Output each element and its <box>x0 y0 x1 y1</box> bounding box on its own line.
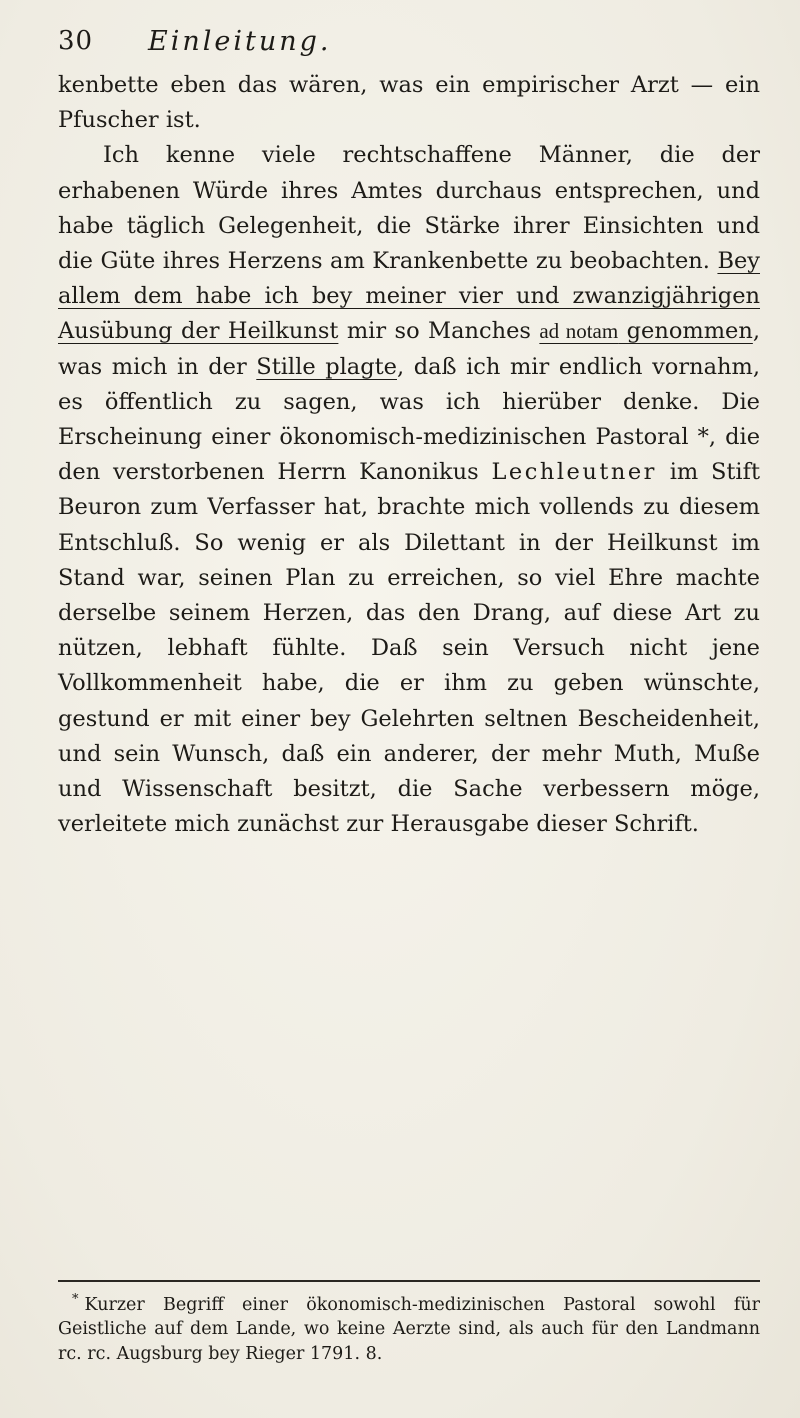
text-run: , daß ich mir endlich vornahm, es öffentlich zu sagen, was ich hierüber denke. Die Erscheinung einer ökonomisch-medizinischen Pastoral <box>58 353 760 451</box>
latin-phrase: ad notam <box>539 319 619 344</box>
text-run: , die den verstorbenen Herrn Kanonikus <box>58 424 761 486</box>
author-name: Lechleutner <box>491 459 657 486</box>
text-run: Ich kenne viele rechtschaffene Männer, die der erhabenen Würde ihres Amtes durchaus entsprechen, und habe täglich Gelegenheit, die Stärke ihrer Einsichten und die Güte ihres Herzens am Krankenbette zu beobachten. <box>58 142 760 275</box>
footnote-text: Kurzer Begriff einer ökonomisch-medizinischen Pastoral sowohl für Geistliche auf dem Lande, wo keine Aerzte sind, als auch für den Landmann rc. rc. Augsburg bey Rieger 1791. 8. <box>58 1294 760 1364</box>
underlined-passage: genommen <box>618 318 753 345</box>
running-head: Einleitung. <box>148 26 332 57</box>
footnote <box>58 1288 760 1366</box>
text-run: mir so Manches <box>338 318 540 345</box>
underlined-passage: Stille plagte <box>256 353 397 380</box>
text-run: , was mich in der <box>58 318 760 380</box>
body-text <box>58 68 760 842</box>
page-number: 30 <box>58 26 94 56</box>
paragraph-main <box>58 138 760 842</box>
underlined-passage: Bey allem dem habe ich bey meiner vier und zwanzigjährigen Ausübung der Heilkunst <box>58 248 760 345</box>
page-header <box>58 20 758 60</box>
footnote-mark: * <box>72 1292 79 1307</box>
footnote-reference: * <box>688 424 709 451</box>
footnote-divider <box>58 1280 760 1282</box>
text-run: im Stift Beuron zum Verfasser hat, brachte mich vollends zu diesem Entschluß. So wenig er als Dilettant in der Heilkunst im Stand war, seinen Plan zu erreichen, so viel Ehre machte derselbe seinem Herzen, das den Drang, auf diese Art zu nützen, lebhaft fühlte. Daß sein Versuch nicht jene Vollkommenheit habe, die er ihm zu geben wünschte, gestund er mit einer bey Gelehrten seltnen Bescheidenheit, und sein Wunsch, daß ein anderer, der mehr Muth, Muße und Wissenschaft besitzt, die Sache verbessern möge, verleitete mich zunächst zur Herausgabe dieser Schrift. <box>58 459 760 838</box>
paragraph-continuation: kenbette eben das wären, was ein empirischer Arzt — ein Pfuscher ist. <box>58 72 760 134</box>
